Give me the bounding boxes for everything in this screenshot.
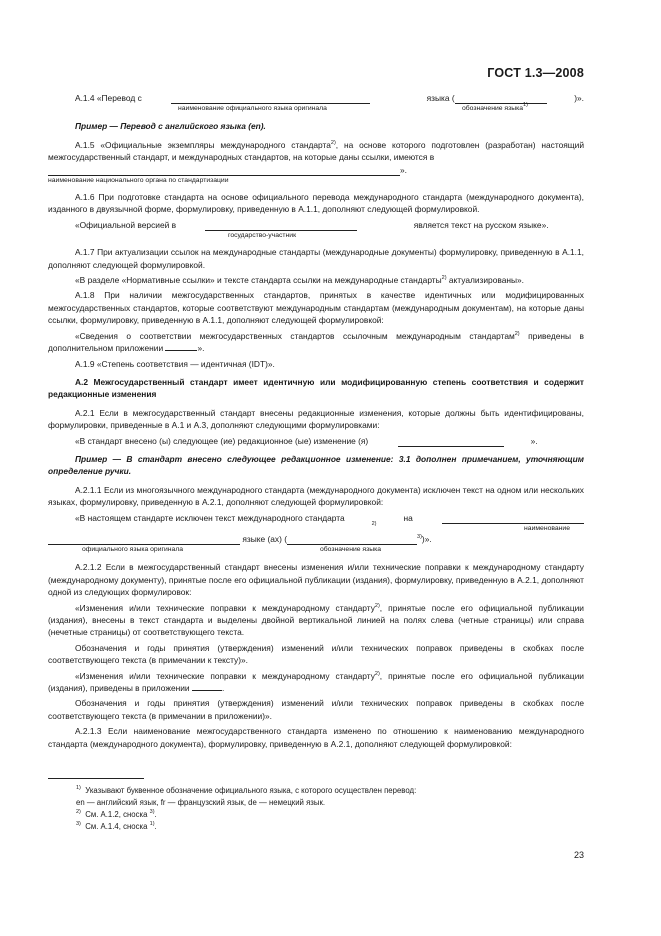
caption-member-state: государство-участник [228, 232, 297, 240]
footnote-1-continued: en — английский язык, fr — французский язык, de — немецкий язык. [76, 798, 326, 808]
caption-original-language: официального языка оригинала [82, 546, 184, 554]
blank-original-language [48, 534, 240, 545]
blank-appendix-2 [192, 682, 222, 691]
blank-language-code-2 [287, 534, 417, 545]
caption-national-body: наименование национального органа по стандартизации [48, 177, 229, 185]
example-1: Пример — Перевод с английского языка (en). [75, 121, 266, 132]
clause-a211-line: языке (ах) ( $^{3)}$)». [48, 533, 584, 545]
clause-a211-captions [48, 545, 584, 555]
clause-a212: А.2.1.2 Если в межгосударственный стандарт внесены изменения и/или технические поправки к международному стандарту (международному документу), принятые после его официальной публикации (издания), формулировку, приведенную в А.2.1, дополняют одной из следующих формулировок: [48, 562, 584, 598]
footnote-separator [48, 778, 144, 779]
footnote-2: $^{2)}$ См. А.1.2, сноска $^{3)}$. [76, 809, 157, 820]
clause-a18-quote: «Сведения о соответствии межгосударственных стандартов ссылочным международным стандартам$^{2)}$ приведены в дополнительном приложении ». [48, 330, 584, 354]
document-body [48, 92, 584, 833]
caption-language-name: наименование официального языка оригинала [178, 105, 327, 113]
clause-a212-quote-2-note: Обозначения и годы принятия (утверждения) изменений и/или технических поправок приведены в скобках после соответствующего текста (в примечании в приложении)». [48, 698, 584, 721]
footnote-3: $^{3)}$ См. А.1.4, сноска $^{1)}$. [76, 821, 157, 832]
caption-excluded-name: наименование [524, 524, 570, 532]
clause-a21: А.2.1 Если в межгосударственный стандарт внесены редакционные изменения, которые должны быть идентифицированы, формулировки, приведенные в А.1 и А.3, дополняют следующими формулировками: [48, 407, 584, 431]
clause-a15-line: ». [48, 164, 584, 176]
clause-a211: А.2.1.1 Если из многоязычного международного стандарта (международного документа) исключен текст на одном или нескольких языках, формулировку, приведенную в А.2.1, дополняют следующей формулировкой: [48, 484, 584, 508]
clause-a17-quote: «В разделе «Нормативные ссылки» и тексте стандарта ссылки на международные стандарты$^{2)}$ актуализированы». [75, 275, 525, 286]
clause-a14-pre: А.1.4 «Перевод с [75, 93, 142, 103]
blank-editorial-changes [398, 436, 504, 447]
blank-appendix [165, 342, 197, 351]
clause-a17: А.1.7 При актуализации ссылок на международные стандарты (международные документы) формулировку, приведенную в А.1.1, дополняют следующей формулировкой. [48, 247, 584, 270]
caption-language-code: обозначение языка$^{1)}$ [462, 102, 528, 113]
blank-language-name [171, 93, 370, 104]
clause-a212-quote-1: «Изменения и/или технические поправки к международному стандарту$^{2)}$, принятые после его официальной публикации (издания), внесены в текст стандарта и выделены двойной вертикальной линией на полях слева (четные страницы) или справа (нечетные страницы) от соответствующего текста. [48, 602, 584, 638]
clause-a14-captions [48, 104, 584, 114]
footnote-1: $^{1)}$ Указывают буквенное обозначение официального языка, с которого осуществлен перевод: [76, 785, 417, 796]
blank-national-body [48, 165, 400, 176]
blank-member-state [205, 220, 357, 231]
clause-a213: А.2.1.3 Если наименование межгосударственного стандарта изменено по отношению к наименованию международного стандарта (международного документа), формулировку, приведенную в А.2.1, дополняют следующей формулировкой: [48, 726, 584, 749]
example-2: Пример — В стандарт внесено следующее редакционное изменение: 3.1 дополнен примечанием, уточняющим определение ручки. [48, 453, 584, 477]
clause-a14 [48, 92, 584, 104]
clause-a211-quote: «В настоящем стандарте исключен текст международного стандарта 2) на [48, 512, 584, 524]
clause-a18: А.1.8 При наличии межгосударственных стандартов, принятых в качестве идентичных или модифицированных межгосударственных стандартов, которые соответствуют международным стандартам (международным документам), на которые даны ссылки, формулировку, приведенную в А.1.1, дополняют следующей формулировкой: [48, 290, 584, 326]
page-number: 23 [573, 850, 584, 860]
clause-a212-quote-1-note: Обозначения и годы принятия (утверждения) изменений и/или технических поправок приведены в скобках после соответствующего текста (в примечании к тексту)». [48, 642, 584, 666]
clause-a19: А.1.9 «Степень соответствия — идентичная (IDT)». [75, 358, 275, 369]
clause-a14-end: )». [574, 93, 584, 103]
blank-language-code [455, 93, 548, 104]
blank-excluded-language [442, 513, 584, 524]
clause-a16-quote: «Официальной версией в является текст на русском языке». [75, 219, 549, 230]
clause-a14-mid: языка ( [426, 93, 455, 103]
document-header: ГОСТ 1.3—2008 [487, 66, 584, 80]
clause-a16: А.1.6 При подготовке стандарта на основе официального перевода международного стандарта (международного документа), изданного в двуязычной форме, формулировку, приведенную в А.1.1, дополняют следующей формулировкой. [48, 192, 584, 215]
clause-a15: А.1.5 «Официальные экземпляры международного стандарта$^{2)}$, на основе которого подготовлен (разработан) настоящий межгосударственный стандарт, и международных стандартов, на которые даны ссылки, имеются в [48, 139, 585, 163]
clause-a212-quote-2: «Изменения и/или технические поправки к международному стандарту$^{2)}$, принятые после его официальной публикации (издания), приведены в приложении . [48, 670, 584, 694]
clause-a21-quote: «В стандарт внесено (ы) следующее (ие) редакционное (ые) изменение (я) ». [75, 435, 538, 446]
section-a2-heading: А.2 Межгосударственный стандарт имеет идентичную или модифицированную степень соответствия и содержит редакционные изменения [48, 376, 584, 400]
caption-language-code-2: обозначение языка [320, 546, 382, 554]
